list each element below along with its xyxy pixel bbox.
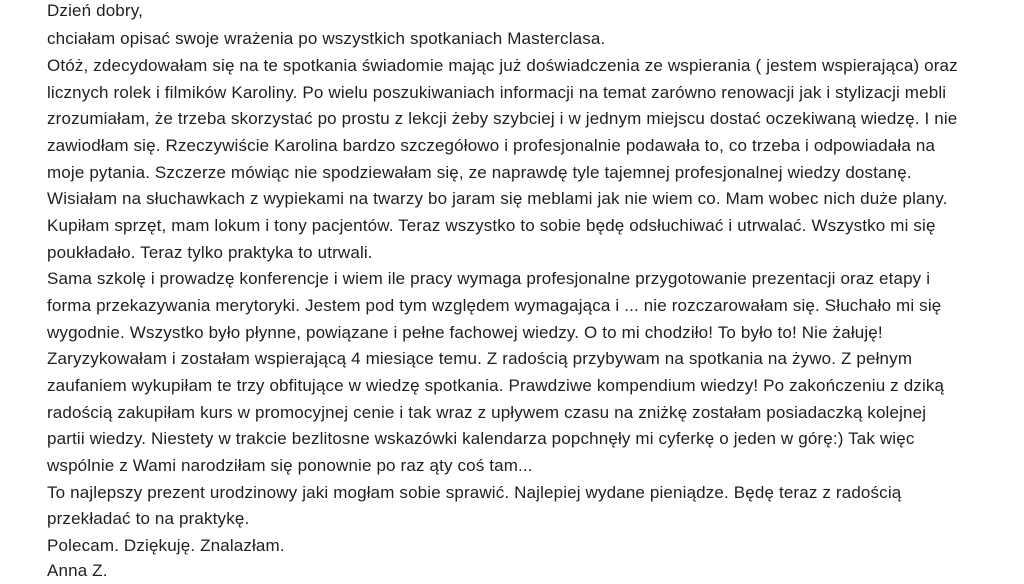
message-line: To najlepszy prezent urodzinowy jaki mogłam sobie sprawić. Najlepiej wydane pieniądze. Będę teraz z radością — [47, 483, 902, 502]
message-line: moje pytania. Szczerze mówiąc nie spodziewałam się, ze naprawdę tyle tajemnej profesjonalnej wiedzy dostanę. — [47, 163, 912, 182]
message-line: Polecam. Dziękuję. Znalazłam. — [47, 536, 285, 555]
message-line: chciałam opisać swoje wrażenia po wszystkich spotkaniach Masterclasa. — [47, 29, 606, 48]
message-line: radością zakupiłam kurs w promocyjnej cenie i tak wraz z upływem czasu na zniżkę zostałam posiadaczką kolejnej — [47, 403, 927, 422]
message-line-cut-off: Anna Z. — [47, 561, 108, 580]
message-line: Zaryzykowałam i zostałam wspierającą 4 miesiące temu. Z radością przybywam na spotkania na żywo. Z pełnym — [47, 349, 913, 368]
message-line: licznych rolek i filmików Karoliny. Po wielu poszukiwaniach informacji na temat zarówno renowacji jak i stylizacji mebli — [47, 83, 947, 102]
message-line: poukładało. Teraz tylko praktyka to utrwali. — [47, 243, 373, 262]
message-line: Kupiłam sprzęt, mam lokum i tony pacjentów. Teraz wszystko to sobie będę odsłuchiwać i utrwalać. Wszystko mi się — [47, 216, 936, 235]
message-line: partii wiedzy. Niestety w trakcie bezlitosne wskazówki kalendarza popchnęły mi cyferkę o jeden w górę:) Tak więc — [47, 429, 915, 448]
message-line: zaufaniem wykupiłam te trzy obfitujące w wiedzę spotkania. Prawdziwe kompendium wiedzy! Po zakończeniu z dziką — [47, 376, 945, 395]
message-line: przekładać to na praktykę. — [47, 509, 250, 528]
message-line: Sama szkolę i prowadzę konferencje i wiem ile pracy wymaga profesjonalne przygotowanie prezentacji oraz etapy i — [47, 269, 931, 288]
message-line: zawiodłam się. Rzeczywiście Karolina bardzo szczegółowo i profesjonalnie podawała to, co trzeba i odpowiadała na — [47, 136, 936, 155]
message-line: wygodnie. Wszystko było płynne, powiązane i pełne fachowej wiedzy. O to mi chodziło! To było to! Nie żałuję! — [47, 323, 883, 342]
message-line: Dzień dobry, — [47, 1, 143, 20]
message-line: forma przekazywania merytoryki. Jestem pod tym względem wymagająca i ... nie rozczarowałam się. Słuchało mi się — [47, 296, 942, 315]
message-line: wspólnie z Wami narodziłam się ponownie po raz ąty coś tam... — [47, 456, 533, 475]
message-line: Wisiałam na słuchawkach z wypiekami na twarzy bo jaram się meblami jak nie wiem co. Mam wobec nich duże plany. — [47, 189, 948, 208]
message-line: zrozumiałam, że trzeba skorzystać po prostu z lekcji żeby szybciej i w jednym miejscu dostać oczekiwaną wiedzę. I nie — [47, 109, 958, 128]
message-line: Otóż, zdecydowałam się na te spotkania świadomie mając już doświadczenia ze wspierania ( jestem wspierająca) oraz — [47, 56, 958, 75]
